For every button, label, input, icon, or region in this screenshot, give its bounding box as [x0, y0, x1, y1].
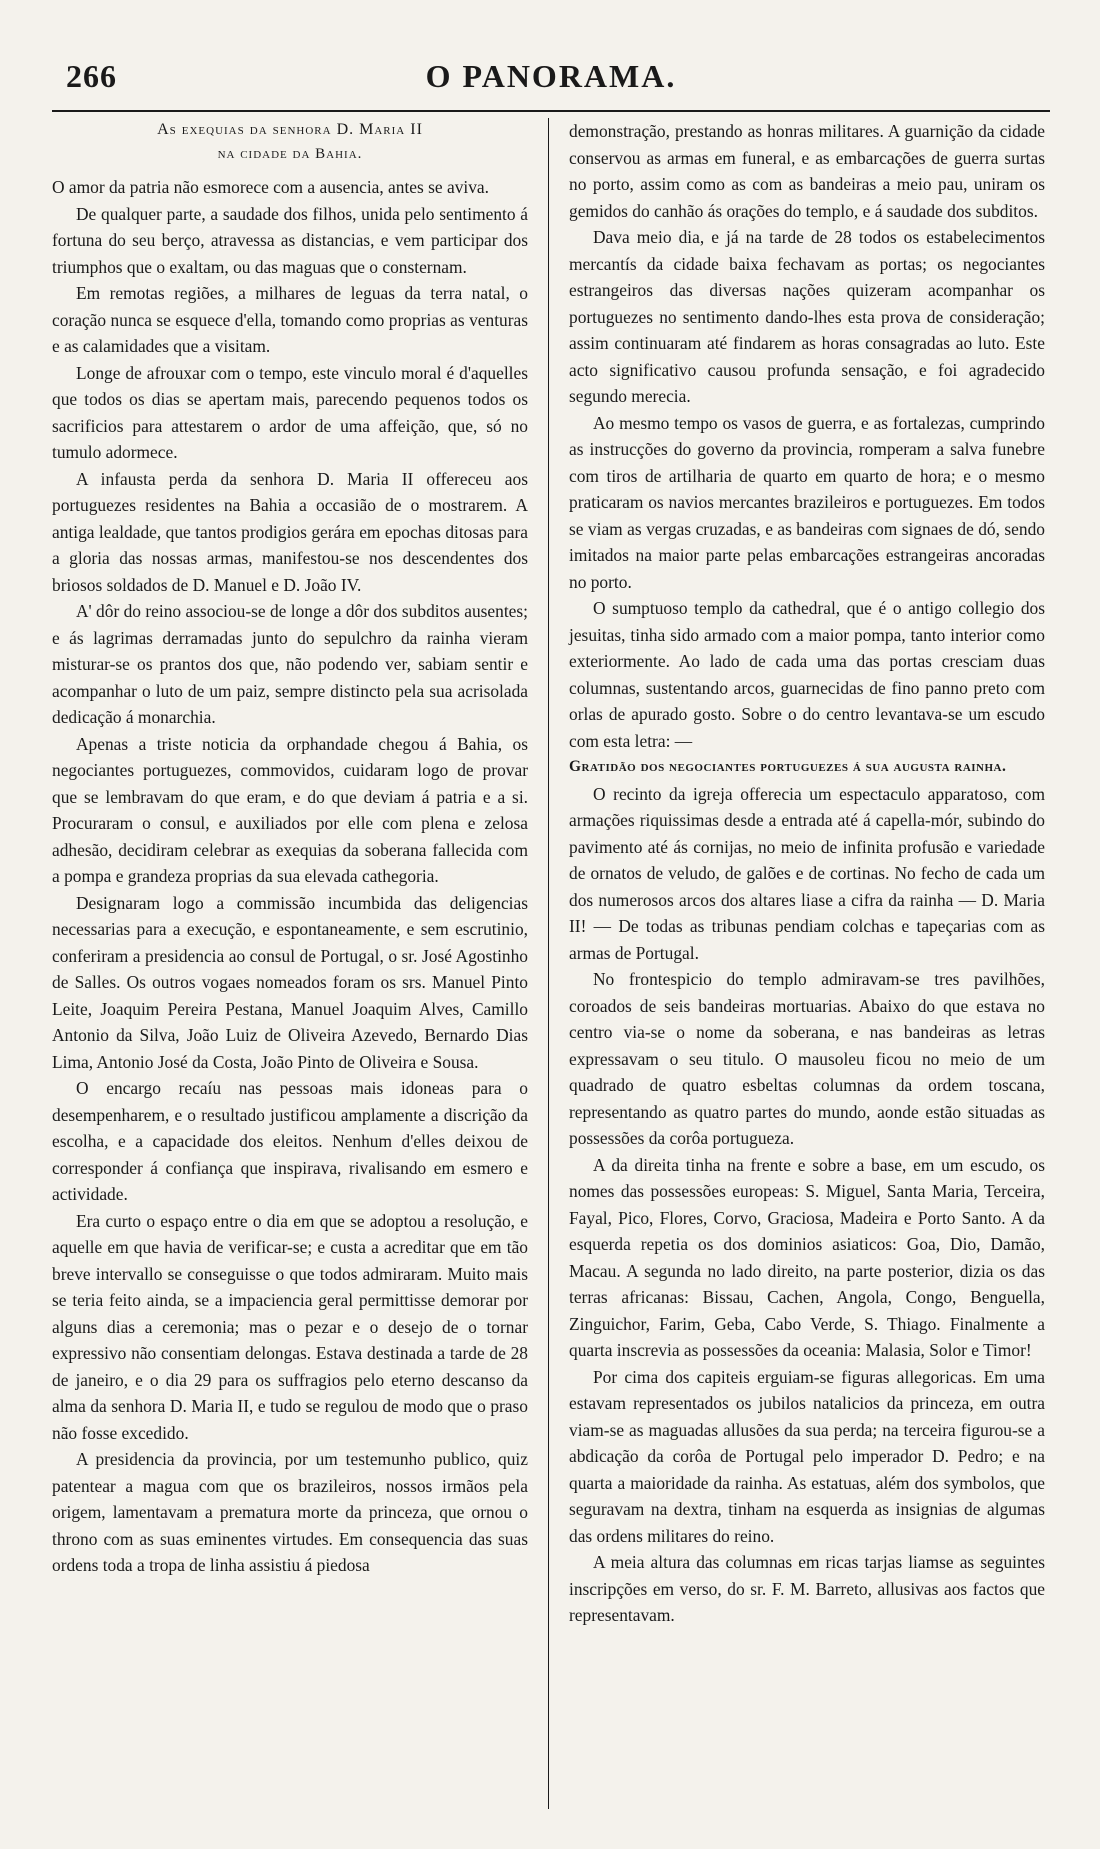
escudo-inscription: Gratidão dos negociantes portuguezes á sua augusta rainha. — [569, 758, 1007, 775]
paragraph: Longe de afrouxar com o tempo, este vinculo moral é d'aquelles que todos os dias se apertam mais, parecendo pequenos todos os sacrificios para attestarem o ardor de uma affeição, que, só no tumulo adormece. — [52, 362, 528, 462]
paragraph: Apenas a triste noticia da orphandade chegou á Bahia, os negociantes portuguezes, commovidos, cuidaram logo de provar que se lembravam do que eram, e do que deviam á patria e a si. Procuraram o consul, e auxiliados por elle com plena e zelosa adhesão, decidiram celebrar as exequias da soberana fallecida com a pompa e grandeza proprias da sua elevada cathegoria. — [52, 733, 528, 886]
article-columns — [52, 118, 1050, 1809]
paragraph: A meia altura das columnas em ricas tarjas liamse as seguintes inscripções em verso, do sr. F. M. Barreto, allusivas aos factos que representavam. — [569, 1552, 1045, 1625]
paragraph: Por cima dos capiteis erguiam-se figuras allegoricas. Em uma estavam representados os jubilos natalicios da princeza, em outra viam-se as maguadas allusões da sua perda; na terceira figurou-se a abdicação da corôa de Portugal pelo imperador D. Pedro; e na quarta a maioridade da rainha. As estatuas, além dos symbolos, que seguravam na dextra, tinham na esquerda as insignias de algumas das ordens militares do reino. — [569, 1366, 1045, 1546]
page-header — [52, 52, 1050, 110]
paragraph: Em remotas regiões, a milhares de leguas da terra natal, o coração nunca se esquece d'ella, tomando como proprias as venturas e as calamidades que a visitam. — [52, 283, 528, 356]
article-title — [52, 118, 528, 166]
paragraph: De qualquer parte, a saudade dos filhos, unida pelo sentimento á fortuna do seu berço, atravessa as distancias, e vem participar dos triumphos que o exaltam, ou das maguas que o consternam. — [52, 203, 528, 277]
paragraph: O sumptuoso templo da cathedral, que é o antigo collegio dos jesuitas, tinha sido armado com a maior pompa, tanto interior como exteriormente. Ao lado de cada uma das portas cresciam duas columnas, sustentando arcos, guarnecidas de fino panno preto com orlas de apurado gosto. Sobre o do centro levantava-se um escudo com esta letra: — — [569, 598, 1045, 751]
paragraph: A presidencia da provincia, por um testemunho publico, quiz patentear a magua com que os brazileiros, nossos irmãos pela origem, lamentavam a prematura morte da princeza, que ornou o throno com as suas eminentes virtudes. Em consequencia das suas ordens toda a tropa de linha assistiu á piedosa — [52, 1449, 528, 1575]
paragraph: Era curto o espaço entre o dia em que se adoptou a resolução, e aquelle em que havia de verificar-se; e custa a acreditar que em tão breve intervallo se conseguisse o que todos admiraram. Muito mais se teria feito ainda, se a impaciencia geral permittisse demorar por alguns dias a ceremonia; mas o pezar e o desejo de o tornar expressivo não consentiam delongas. Estava destinada a tarde de 28 de janeiro, e o dia 29 para os suffragios pelo eterno descanso da alma da senhora D. Maria II, e tudo se regulou de modo que o praso não fosse excedido. — [52, 1210, 528, 1443]
article-title-line-2: na cidade da Bahia. — [217, 146, 363, 162]
paragraph: Designaram logo a commissão incumbida das deligencias necessarias para a execução, e espontaneamente, e sem escrutinio, conferiram a presidencia ao consul de Portugal, o sr. José Agostinho de Salles. Os outros vogaes nomeados foram os srs. Manuel Pinto Leite, Joaquim Pereira Pestana, Manuel Joaquim Alves, Camillo Antonio da Silva, João Luiz de Oliveira Azevedo, Bernardo Dias Lima, Antonio José da Costa, João Pinto de Oliveira e Sousa. — [52, 892, 528, 1072]
paragraph: O amor da patria não esmorece com a ausencia, antes se aviva. — [52, 177, 489, 197]
header-rule — [52, 110, 1050, 112]
article-title-line-1: As exequias da senhora D. Maria II — [157, 121, 423, 138]
paragraph: Dava meio dia, e já na tarde de 28 todos os estabelecimentos mercantís da cidade baixa fechavam as portas; os negociantes estrangeiros das diversas nações quizeram acompanhar os portuguezes no sentimento dando-lhes esta prova de consideração; assim continuaram até findarem as horas consagradas ao luto. Este acto significativo causou profunda sensação, e foi agradecido segundo merecia. — [569, 227, 1045, 406]
paragraph: O recinto da igreja offerecia um espectaculo apparatoso, com armações riquissimas desde a entrada até á capella-mór, subindo do pavimento até ás cornijas, no meio de infinita profusão e variedade de ornatos de veludo, de galões e de cortinas. No fecho de cada um dos numerosos arcos dos altares liase a cifra da rainha — D. Maria II! — De todas as tribunas pendiam colchas e tapeçarias com as armas de Portugal. — [569, 783, 1045, 963]
right-column — [555, 118, 1045, 1809]
paragraph: demonstração, prestando as honras militares. A guarnição da cidade conservou as armas em funeral, e as embarcações de guerra surtas no porto, assim como as com as bandeiras a meio pau, uniram os gemidos do canhão ás orações do templo, e á saudade dos subditos. — [569, 121, 1045, 221]
paragraph: O encargo recaíu nas pessoas mais idoneas para o desempenharem, e o resultado justificou amplamente a discrição da escolha, e a capacidade dos eleitos. Nenhum d'elles deixou de corresponder á confiança que inspirava, rivalisando em esmero e actividade. — [52, 1078, 528, 1204]
left-column — [52, 118, 542, 1809]
paragraph: A da direita tinha na frente e sobre a base, em um escudo, os nomes das possessões europeas: S. Miguel, Santa Maria, Terceira, Fayal, Pico, Flores, Corvo, Graciosa, Madeira e Porto Santo. A da esquerda repetia os dos dominios asiaticos: Goa, Dio, Damão, Macau. A segunda no lado direito, na parte posterior, dizia os das terras africanas: Bissau, Cachen, Angola, Congo, Benguella, Zinguichor, Farim, Geba, Cabo Verde, S. Thiago. Finalmente a quarta inscrevia as possessões da oceania: Malasia, Solor e Timor! — [569, 1154, 1045, 1360]
column-divider — [548, 118, 549, 1809]
page-number: 266 — [66, 58, 117, 94]
paragraph: A infausta perda da senhora D. Maria II offereceu aos portuguezes residentes na Bahia a occasião de o mostrarem. A antiga lealdade, que tantos prodigios gerára em epochas ditosas para a gloria das nossas armas, manifestou-se nos descendentes dos briosos soldados de D. Manuel e D. João IV. — [52, 468, 528, 595]
paragraph: A' dôr do reino associou-se de longe a dôr dos subditos ausentes; e ás lagrimas derramadas junto do sepulchro da rainha vieram misturar-se os prantos dos que, não podendo ver, sabiam sentir e acompanhar o luto de um paiz, sempre distincto pela sua acrisolada dedicação á monarchia. — [52, 601, 528, 727]
paragraph: Ao mesmo tempo os vasos de guerra, e as fortalezas, cumprindo as instrucções do governo da provincia, romperam a salva funebre com tiros de artilharia de quarto em quarto de hora; e o mesmo praticaram os navios mercantes brazileiros e portuguezes. Em todos se viam as vergas cruzadas, e as bandeiras com signaes de dó, sendo imitados na maior parte pelas embarcações estrangeiras ancoradas no porto. — [569, 412, 1045, 592]
journal-title: O PANORAMA. — [425, 58, 677, 94]
paragraph: No frontespicio do templo admiravam-se tres pavilhões, coroados de seis bandeiras mortuarias. Abaixo do que estava no centro via-se o nome da soberana, e nas bandeiras as letras expressavam o seu titulo. O mausoleu ficou no meio de um quadrado de quatro esbeltas columnas da ordem toscana, representando as quatro partes do mundo, aonde estão situadas as possessões da corôa portugueza. — [569, 969, 1045, 1148]
